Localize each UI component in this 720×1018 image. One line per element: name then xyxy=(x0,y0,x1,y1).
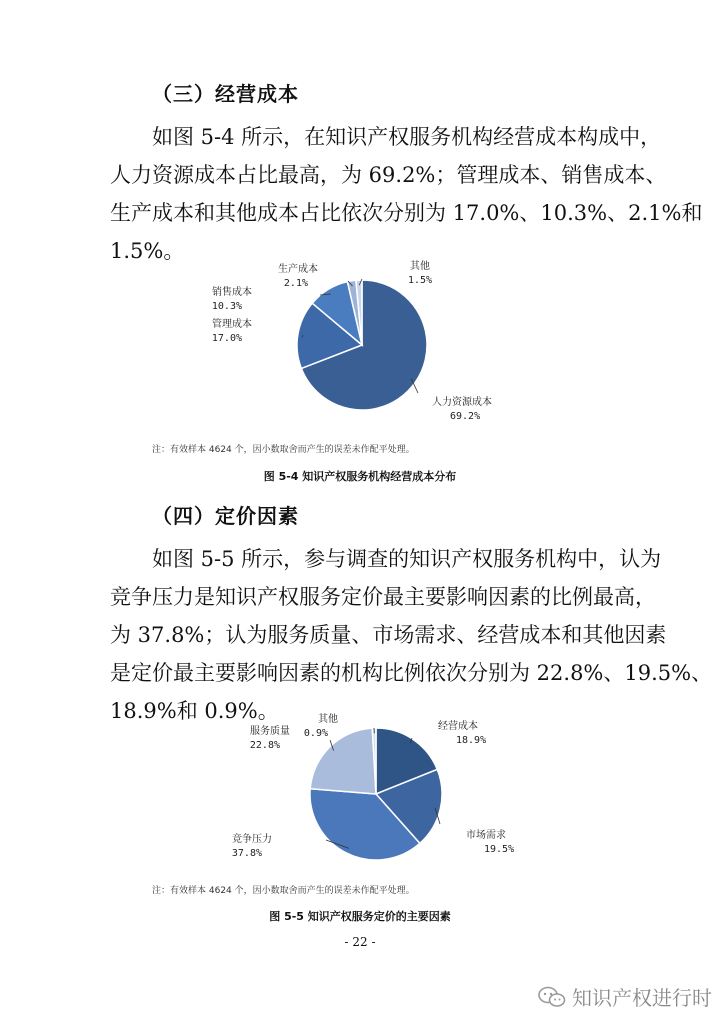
slice-label: 服务质量 xyxy=(250,726,290,737)
slice-label: 销售成本 xyxy=(212,287,252,298)
slice-label: 其他 xyxy=(410,261,430,272)
slice-value-label: 0.9% xyxy=(303,728,328,739)
figure-caption: 图 5-5 知识产权服务定价的主要因素 xyxy=(269,910,451,923)
paragraph-operating-cost xyxy=(110,118,703,270)
slice-label: 市场需求 xyxy=(466,830,506,841)
slice-value-label: 10.3% xyxy=(211,301,242,312)
paragraph-line: 1.5%。 xyxy=(110,239,185,263)
slice-label: 人力资源成本 xyxy=(432,397,492,408)
section-heading-operating-cost: （三）经营成本 xyxy=(152,82,299,106)
section-heading-pricing-factors: （四）定价因素 xyxy=(152,504,299,528)
paragraph-line: 是定价最主要影响因素的机构比例依次分别为 22.8%、19.5%、 xyxy=(110,661,713,685)
paragraph-pricing-factors xyxy=(110,540,713,730)
figure-caption: 图 5-4 知识产权服务机构经营成本分布 xyxy=(263,470,457,483)
slice-label: 生产成本 xyxy=(278,264,318,275)
wechat-icon xyxy=(538,986,566,1008)
slice-value-label: 17.0% xyxy=(211,333,242,344)
chart-note: 注：有效样本 4624 个，因小数取舍而产生的误差未作配平处理。 xyxy=(152,445,415,455)
slice-value-label: 1.5% xyxy=(407,275,433,286)
paragraph-line: 为 37.8%；认为服务质量、市场需求、经营成本和其他因素 xyxy=(110,623,667,647)
slice-value-label: 69.2% xyxy=(450,411,481,422)
slice-value-label: 2.1% xyxy=(283,278,308,289)
paragraph-line: 竞争压力是知识产权服务定价最主要影响因素的比例最高， xyxy=(110,585,656,609)
paragraph-line: 人力资源成本占比最高，为 69.2%；管理成本、销售成本、 xyxy=(110,163,667,187)
paragraph-line: 如图 5-5 所示，参与调查的知识产权服务机构中，认为 xyxy=(152,547,662,571)
slice-value-label: 37.8% xyxy=(231,848,262,859)
paragraph-line: 生产成本和其他成本占比依次分别为 17.0%、10.3%、2.1%和 xyxy=(110,201,703,225)
paragraph-line: 18.9%和 0.9%。 xyxy=(110,699,279,723)
slice-label: 其他 xyxy=(318,714,338,725)
watermark-text: 知识产权进行时 xyxy=(572,986,712,1010)
chart-note: 注：有效样本 4624 个，因小数取舍而产生的误差未作配平处理。 xyxy=(152,886,415,896)
slice-label: 管理成本 xyxy=(212,319,252,330)
slice-value-label: 19.5% xyxy=(484,844,515,855)
pie-chart-pricing-factors xyxy=(0,712,720,882)
slice-value-label: 22.8% xyxy=(249,740,280,751)
watermark xyxy=(538,982,712,1011)
slice-value-label: 18.9% xyxy=(456,735,487,746)
pie-chart-operating-cost xyxy=(0,255,720,455)
paragraph-line: 如图 5-4 所示，在知识产权服务机构经营成本构成中， xyxy=(152,125,662,149)
slice-label: 经营成本 xyxy=(438,721,478,732)
slice-label: 竞争压力 xyxy=(232,834,272,845)
page-number: - 22 - xyxy=(344,935,376,949)
